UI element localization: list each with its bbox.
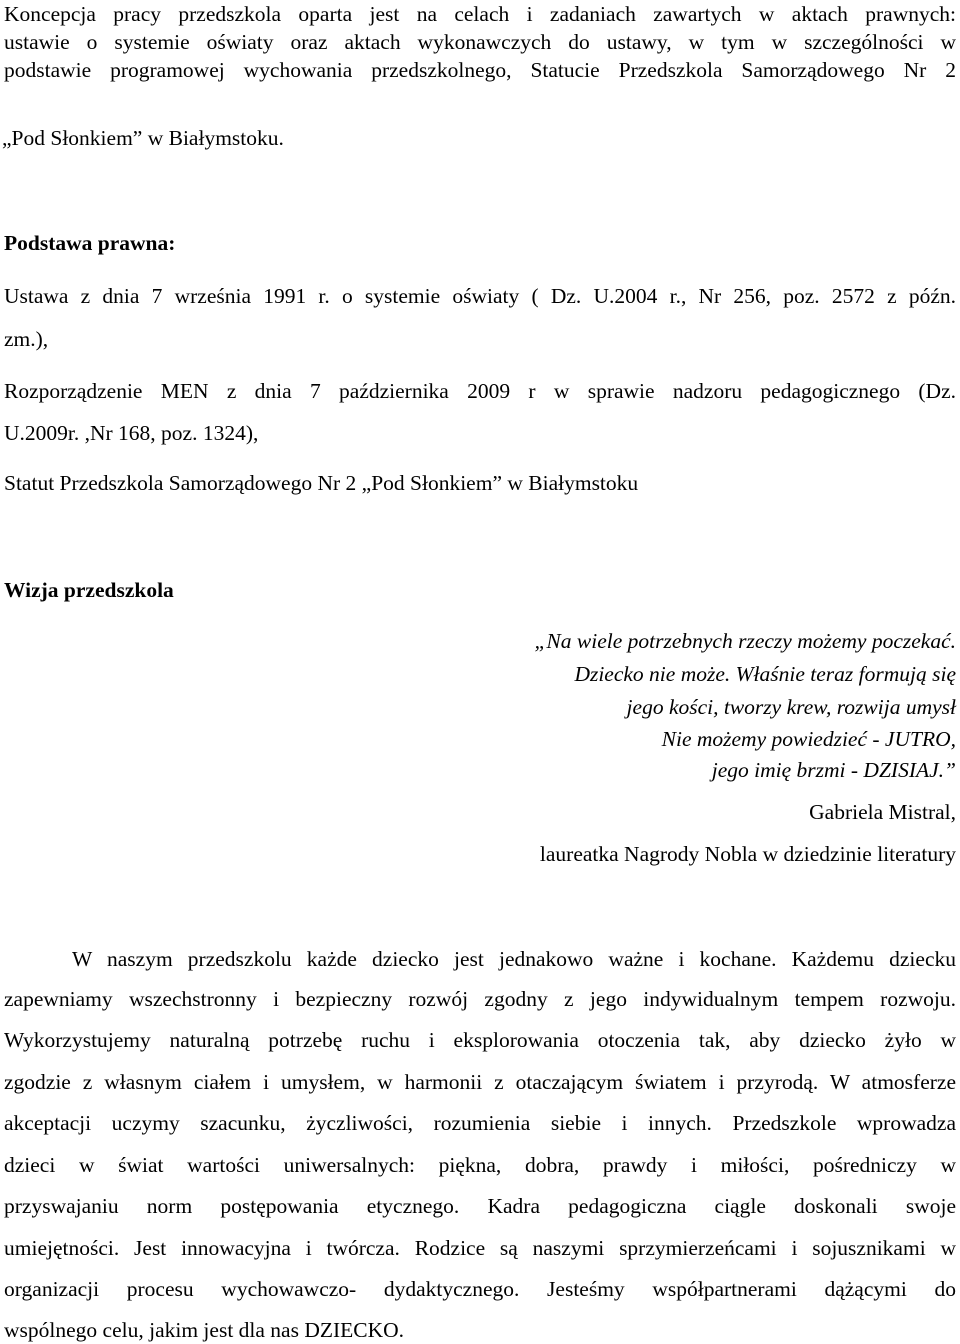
body-line-1: W naszym przedszkolu każde dziecko jest jednakowo ważne i kochane. Każdemu dziecku (72, 947, 956, 971)
intro-line-4: „Pod Słonkiem” w Białymstoku. (2, 126, 284, 150)
body-line-8: umiejętności. Jest innowacyjna i twórcza. Rodzice są naszymi sprzymierzeńcami i sojusznikami w (4, 1236, 956, 1260)
body-line-10: wspólnego celu, jakim jest dla nas DZIECKO. (4, 1318, 405, 1342)
body-line-9: organizacji procesu wychowawczo- dydaktycznego. Jesteśmy współpartnerami dążącymi do (4, 1277, 956, 1301)
body-line-6: dzieci w świat wartości uniwersalnych: piękna, dobra, prawdy i miłości, pośredniczy w (4, 1153, 956, 1177)
legal-item-1-line-1: Ustawa z dnia 7 września 1991 r. o systemie oświaty ( Dz. U.2004 r., Nr 256, poz. 2572 z późn. (4, 284, 956, 308)
quote-line-5: jego imię brzmi - DZISIAJ.” (711, 758, 956, 782)
body-line-4: zgodzie z własnym ciałem i umysłem, w harmonii z otaczającym światem i przyrodą. W atmosferze (4, 1070, 956, 1094)
body-line-7: przyswajaniu norm postępowania etycznego. Kadra pedagogiczna ciągle doskonali swoje (4, 1194, 956, 1218)
legal-item-1-line-2: zm.), (4, 327, 49, 351)
body-line-2: zapewniamy wszechstronny i bezpieczny rozwój zgodny z jego indywidualnym tempem rozwoju. (4, 987, 956, 1011)
intro-line-2: ustawie o systemie oświaty oraz aktach wykonawczych do ustawy, w tym w szczególności w (4, 30, 956, 54)
body-line-5: akceptacji uczymy szacunku, życzliwości, rozumienia siebie i innych. Przedszkole wprowadza (4, 1111, 956, 1135)
quote-author-note: laureatka Nagrody Nobla w dziedzinie literatury (539, 842, 956, 866)
legal-item-2-line-2: U.2009r. ,Nr 168, poz. 1324), (4, 421, 259, 445)
legal-basis-heading: Podstawa prawna: (4, 231, 176, 255)
quote-line-2: Dziecko nie może. Właśnie teraz formują się (574, 662, 956, 686)
legal-item-3: Statut Przedszkola Samorządowego Nr 2 „Pod Słonkiem” w Białymstoku (4, 471, 639, 495)
legal-item-2-line-1: Rozporządzenie MEN z dnia 7 października 2009 r w sprawie nadzoru pedagogicznego (Dz. (4, 379, 956, 403)
intro-line-1: Koncepcja pracy przedszkola oparta jest na celach i zadaniach zawartych w aktach prawnych: (4, 2, 956, 26)
vision-heading: Wizja przedszkola (4, 578, 174, 602)
intro-line-3: podstawie programowej wychowania przedszkolnego, Statucie Przedszkola Samorządowego Nr 2 (4, 58, 956, 82)
quote-line-1: „Na wiele potrzebnych rzeczy możemy poczekać. (534, 629, 956, 653)
quote-line-3: jego kości, tworzy krew, rozwija umysł (626, 695, 956, 719)
quote-author: Gabriela Mistral, (809, 800, 956, 824)
quote-line-4: Nie możemy powiedzieć - JUTRO, (661, 727, 956, 751)
body-line-3: Wykorzystujemy naturalną potrzebę ruchu i eksplorowania otoczenia tak, aby dziecko żyło w (4, 1028, 956, 1052)
